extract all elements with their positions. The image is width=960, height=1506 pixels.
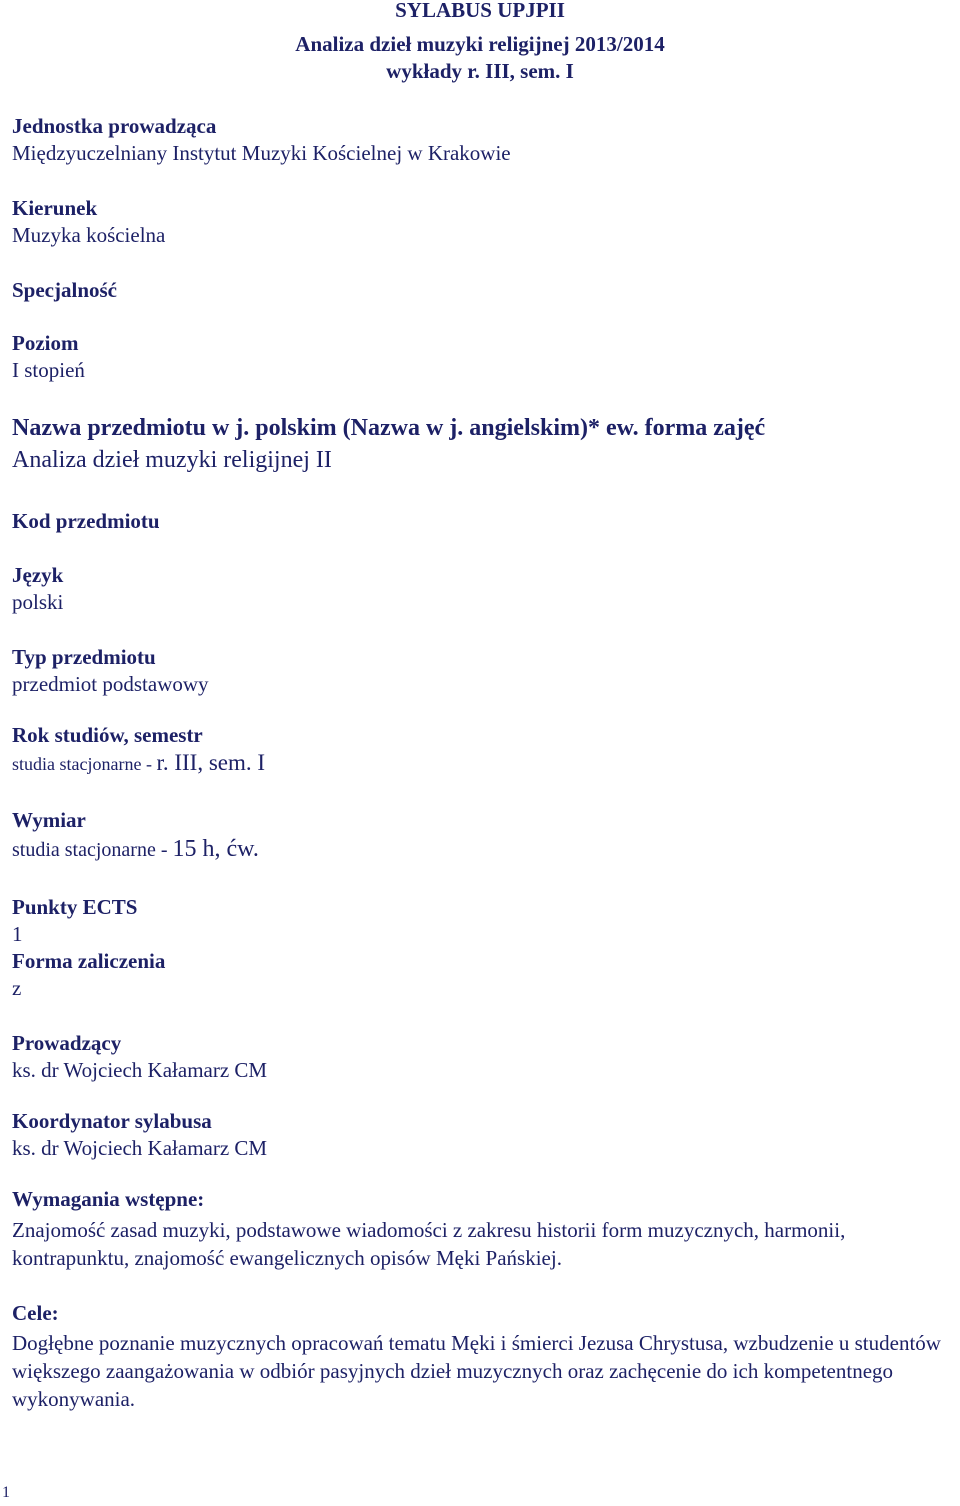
- value-typ-przedmiotu: przedmiot podstawowy: [12, 672, 209, 696]
- value-rok-studiow: [12, 750, 265, 777]
- document-title: SYLABUS UPJPII: [395, 0, 565, 22]
- value-punkty-ects: 1: [12, 922, 23, 946]
- label-kod-przedmiotu: Kod przedmiotu: [12, 509, 160, 533]
- value-wymiar-main: 15 h, ćw.: [172, 836, 259, 862]
- label-prowadzacy: Prowadzący: [12, 1031, 122, 1055]
- label-poziom: Poziom: [12, 331, 79, 355]
- value-rok-prefix: studia stacjonarne -: [12, 754, 157, 774]
- label-punkty-ects: Punkty ECTS: [12, 895, 138, 919]
- value-koordynator: ks. dr Wojciech Kałamarz CM: [12, 1136, 268, 1160]
- label-nazwa-przedmiotu: Nazwa przedmiotu w j. polskim (Nazwa w j. angielskim)* ew. forma zajęć: [12, 415, 766, 441]
- label-kierunek: Kierunek: [12, 196, 98, 220]
- value-kierunek: Muzyka kościelna: [12, 223, 166, 247]
- page-number: 1: [2, 1484, 10, 1501]
- value-poziom: I stopień: [12, 358, 85, 382]
- value-prowadzacy: ks. dr Wojciech Kałamarz CM: [12, 1058, 268, 1082]
- value-jezyk: polski: [12, 590, 64, 614]
- label-specjalnosc: Specjalność: [12, 278, 117, 302]
- label-wymiar: Wymiar: [12, 808, 86, 832]
- value-wymiar-prefix: studia stacjonarne -: [12, 839, 173, 861]
- value-wymagania: Znajomość zasad muzyki, podstawowe wiadomości z zakresu historii form muzycznych, harmonii, kontrapunktu, znajomość ewangelicznych opisów Męki Pańskiej.: [12, 1218, 846, 1270]
- label-forma-zaliczenia: Forma zaliczenia: [12, 949, 166, 973]
- label-wymagania: Wymagania wstępne:: [12, 1187, 205, 1211]
- document-subtitle: Analiza dzieł muzyki religijnej 2013/2014: [295, 32, 665, 56]
- value-cele: Dogłębne poznanie muzycznych opracowań tematu Męki i śmierci Jezusa Chrystusa, wzbudzenie u studentów większego zaangażowania w odbiór pasyjnych dzieł muzycznych oraz zachęcenie do ich kompetentnego wykonywania.: [12, 1331, 941, 1411]
- value-rok-main: r. III, sem. I: [156, 750, 266, 775]
- value-jednostka: Międzyuczelniany Instytut Muzyki Kościelnej w Krakowie: [12, 141, 511, 165]
- label-jezyk: Język: [12, 563, 64, 587]
- label-typ-przedmiotu: Typ przedmiotu: [12, 645, 156, 669]
- value-forma-zaliczenia: z: [12, 976, 22, 1000]
- label-koordynator: Koordynator sylabusa: [12, 1109, 212, 1133]
- value-wymiar: [12, 836, 259, 863]
- label-cele: Cele:: [12, 1301, 59, 1325]
- label-rok-studiow: Rok studiów, semestr: [12, 723, 203, 747]
- value-nazwa-przedmiotu: Analiza dzieł muzyki religijnej II: [12, 447, 332, 473]
- document-subtitle-2: wykłady r. III, sem. I: [386, 59, 574, 83]
- label-jednostka: Jednostka prowadząca: [12, 114, 217, 138]
